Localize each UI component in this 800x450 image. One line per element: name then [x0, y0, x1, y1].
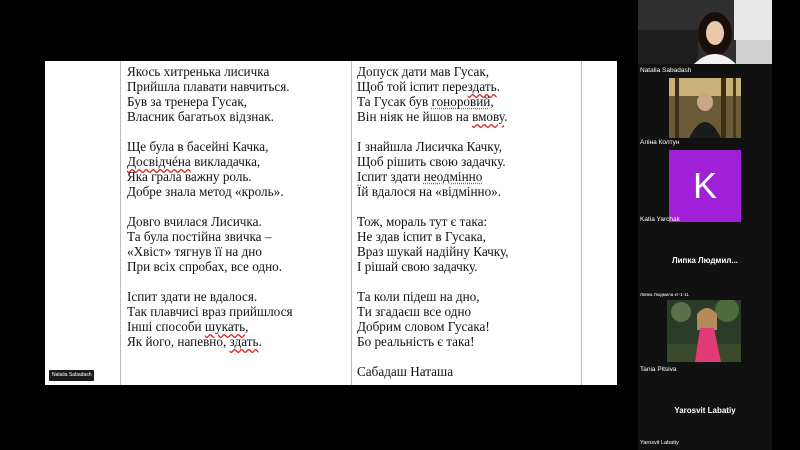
- participant-name: Tania Pitsiva: [640, 366, 677, 373]
- video-frame-image: [669, 78, 741, 138]
- presenter-name-tag: Natalia Sabadash: [49, 370, 94, 381]
- poem-line: Тож, мораль тут є така:: [357, 214, 488, 229]
- participant-tile[interactable]: [638, 78, 772, 150]
- poem-line: Враз шукай надійну Качку,: [357, 244, 509, 259]
- poem-line: Іспит здати неодмінно: [357, 169, 483, 184]
- poem-line: При всіх спробах, все одно.: [127, 259, 283, 274]
- poem-line: Їй вдалося на «відмінно».: [357, 184, 502, 199]
- poem-line: Власник багатьох відзнак.: [127, 109, 274, 124]
- poem-line: Так плавчисі враз прийшлося: [127, 304, 293, 319]
- participants-panel[interactable]: [638, 0, 772, 450]
- poem-line: Щоб той іспит перездать.: [357, 79, 500, 94]
- poem-line: Ти згадаєш все одно: [357, 304, 472, 319]
- table-border-right: [581, 61, 582, 385]
- poem-line: Допуск дати мав Гусак,: [357, 64, 490, 79]
- poem-line: Ще була в басейні Качка,: [127, 139, 269, 154]
- poem-line: Він ніяк не йшов на вмову.: [357, 109, 508, 124]
- poem-line: Інші способи шукать,: [127, 319, 249, 334]
- poem-line: Добре знала метод «кроль».: [127, 184, 284, 199]
- poem-line: Та Гусак був гоноровий,: [357, 94, 494, 109]
- participant-video: [667, 300, 741, 362]
- poem-line: Якось хитренька лисичка: [127, 64, 270, 79]
- video-frame-image: [638, 0, 772, 64]
- participant-name: Natalia Sabadash: [640, 67, 692, 74]
- poem-line: Щоб рішить свою задачку.: [357, 154, 506, 169]
- participant-name: Липка Людмила кт-1-11: [640, 292, 689, 297]
- poem-line: Іспит здати не вдалося.: [127, 289, 258, 304]
- poem-line: Бо реальність є така!: [357, 334, 475, 349]
- participant-avatar: K: [669, 150, 741, 222]
- poem-stanza-gap: [127, 274, 293, 289]
- poem-line: Довго вчилася Лисичка.: [127, 214, 262, 229]
- table-border-left: [120, 61, 121, 385]
- poem-line: Сабадаш Наташа: [357, 364, 454, 379]
- participant-video: [638, 0, 772, 64]
- participant-display-name: Yarosvit Labatiy: [674, 406, 736, 415]
- poem-line: Добрим словом Гусака!: [357, 319, 490, 334]
- poem-line: Не здав іспит в Гусака,: [357, 229, 486, 244]
- participant-display-name: Липка Людмил...: [671, 256, 739, 265]
- poem-line: Та коли підеш на дно,: [357, 289, 480, 304]
- shared-screen: [45, 61, 617, 385]
- participant-name: Аліна Колтун: [640, 139, 680, 146]
- video-frame-image: [667, 300, 741, 362]
- poem-line: Був за тренера Гусак,: [127, 94, 248, 109]
- poem-line: Та була постійна звичка –: [127, 229, 272, 244]
- participant-video: [669, 78, 741, 138]
- poem-stanza-gap: [357, 199, 509, 214]
- poem-line: І знайшла Лисичка Качку,: [357, 139, 503, 154]
- poem-right-column: [357, 64, 509, 379]
- poem-stanza-gap: [357, 274, 509, 289]
- poem-stanza-gap: [127, 124, 293, 139]
- poem-line: «Хвіст» тягнув її на дно: [127, 244, 262, 259]
- poem-line: Як його, напевно, здать.: [127, 334, 262, 349]
- participant-tile[interactable]: [638, 228, 772, 300]
- participant-tile[interactable]: [638, 0, 772, 78]
- participant-name: Katia Yarchak: [640, 216, 680, 223]
- poem-stanza-gap: [357, 349, 509, 364]
- poem-line: Яка грала важну роль.: [127, 169, 252, 184]
- poem-line: Прийшла плавати навчиться.: [127, 79, 290, 94]
- participant-tile[interactable]: [638, 376, 772, 450]
- poem-line: І рішай свою задачку.: [357, 259, 478, 274]
- poem-stanza-gap: [127, 199, 293, 214]
- poem-left-column: [127, 64, 293, 349]
- participant-name: Yarosvit Labatiy: [640, 440, 679, 446]
- table-border-middle: [351, 61, 352, 385]
- poem-line: Досвідчéна викладачка,: [127, 154, 261, 169]
- participant-tile[interactable]: [638, 300, 772, 376]
- participant-tile[interactable]: [638, 150, 772, 228]
- poem-stanza-gap: [357, 124, 509, 139]
